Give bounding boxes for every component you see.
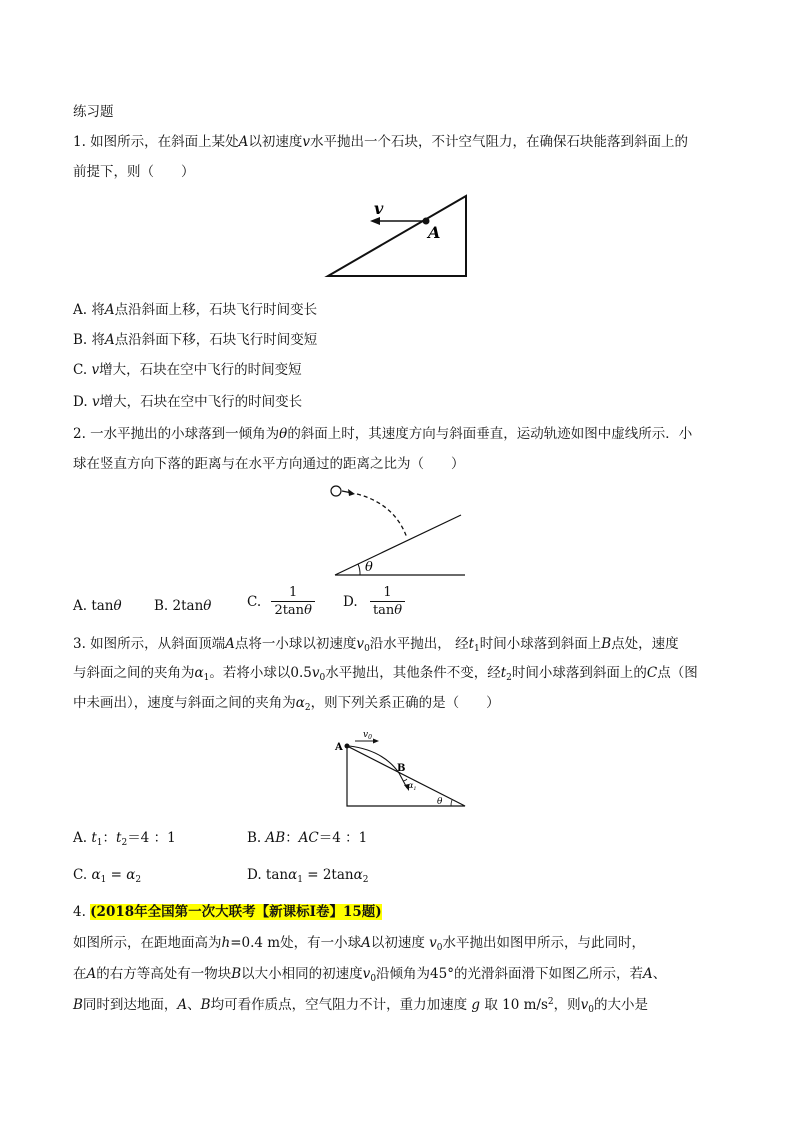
q3-label-alpha: $\alpha_1$ — [408, 781, 417, 792]
section-title: 练习题 — [73, 104, 114, 120]
q3-ball — [345, 744, 350, 749]
q1-stem-line1: 1. 如图所示，在斜面上某处A以初速度v水平抛出一个石块，不计空气阻力，在确保石块能落到斜面上的 — [73, 134, 689, 150]
q4-source-highlight: (2018年全国第一次大联考【新课标Ⅰ卷】15题) — [90, 904, 382, 920]
q3-stem-line3: 中未画出），速度与斜面之间的夹角为$\alpha_2$，则下列关系正确的是（ ） — [73, 695, 500, 713]
q3-option-a: A. $t_1$：$t_2=4$ ：1 — [73, 830, 176, 848]
q3-stem-line2: 与斜面之间的夹角为$\alpha_1$。若将小球以$0.5v_0$水平抛出，其他条件不变，经$t_2$时间小球落到斜面上的C点（图 — [73, 665, 698, 683]
q3-theta-arc — [451, 800, 452, 806]
q2-option-c: C. $\frac{1}{2\tan\theta}$ — [247, 584, 315, 619]
q3-option-c: C. $\alpha_1 = \alpha_2$ — [73, 867, 142, 885]
q1-option-c: C. v增大，石块在空中飞行的时间变短 — [73, 362, 302, 378]
q2-figure — [325, 480, 470, 580]
q4-stem-line1: 如图所示，在距地面高为h=0.4 m处，有一小球A以初速度 $v_0$水平抛出如图甲所示，与此同时， — [73, 935, 645, 953]
q4-header — [73, 903, 382, 921]
q3-stem-line1: 3. 如图所示，从斜面顶端A点将一小球以初速度$v_0$沿水平抛出， 经$t_1$时间小球落到斜面上B点处，速度 — [73, 636, 679, 654]
q2-option-b: B. 2tanθ — [154, 598, 212, 614]
q3-label-B: B — [397, 763, 406, 774]
q1-option-b: B. 将A点沿斜面下移，石块飞行时间变短 — [73, 332, 318, 348]
q3-incline — [347, 746, 465, 806]
q1-label-v: v — [374, 199, 384, 218]
q1-label-A: A — [428, 223, 441, 242]
q2-angle-arc — [358, 564, 360, 575]
q2-option-a: A. tanθ — [73, 598, 122, 614]
q1-incline — [328, 196, 466, 276]
q2-ball — [331, 486, 341, 496]
q3-label-A: A — [335, 742, 343, 753]
q3-option-d: D. tanα$_1$ = 2tanα$_2$ — [247, 867, 369, 885]
q2-trajectory — [357, 494, 407, 538]
q3-figure — [333, 728, 473, 813]
q2-option-d: D. $\frac{1}{\tan\theta}$ — [343, 584, 405, 619]
q4-stem-line2: 在A的右方等高处有一物块B以大小相同的初速度$v_0$沿倾角为45°的光滑斜面滑下如图乙所示，若A、 — [73, 966, 667, 984]
q2-incline — [335, 515, 461, 575]
q1-option-a: A. 将A点沿斜面上移，石块飞行时间变长 — [73, 302, 318, 318]
q3-alpha-arc — [403, 779, 407, 781]
q3-label-v0: $v_0$ — [363, 730, 372, 741]
q2-stem-line1: 2. 一水平抛出的小球落到一倾角为θ的斜面上时，其速度方向与斜面垂直，运动轨迹如图中虚线所示．小 — [73, 426, 693, 442]
q4-number: 4. — [73, 904, 91, 920]
q4-stem-line3: B同时到达地面，A、B均可看作质点，空气阻力不计，重力加速度 g 取 10 $m/s^2$，则$v_0$的大小是 — [73, 997, 648, 1015]
q1-figure — [320, 190, 480, 285]
q2-label-theta: θ — [365, 560, 373, 575]
q3-label-theta: θ — [437, 797, 443, 807]
q2-option-c-fraction: $\frac{1}{2\tan\theta}$ — [271, 584, 314, 619]
q2-option-d-fraction: $\frac{1}{\tan\theta}$ — [370, 584, 405, 619]
q1-arrow-head — [370, 217, 380, 225]
q3-option-b: B. AB：AC＝4 ：1 — [247, 830, 368, 846]
q1-option-d: D. v增大，石块在空中飞行的时间变长 — [73, 394, 303, 410]
q1-stem-line2: 前提下，则（ ） — [73, 164, 195, 180]
q2-stem-line2: 球在竖直方向下落的距离与在水平方向通过的距离之比为（ ） — [73, 456, 465, 472]
